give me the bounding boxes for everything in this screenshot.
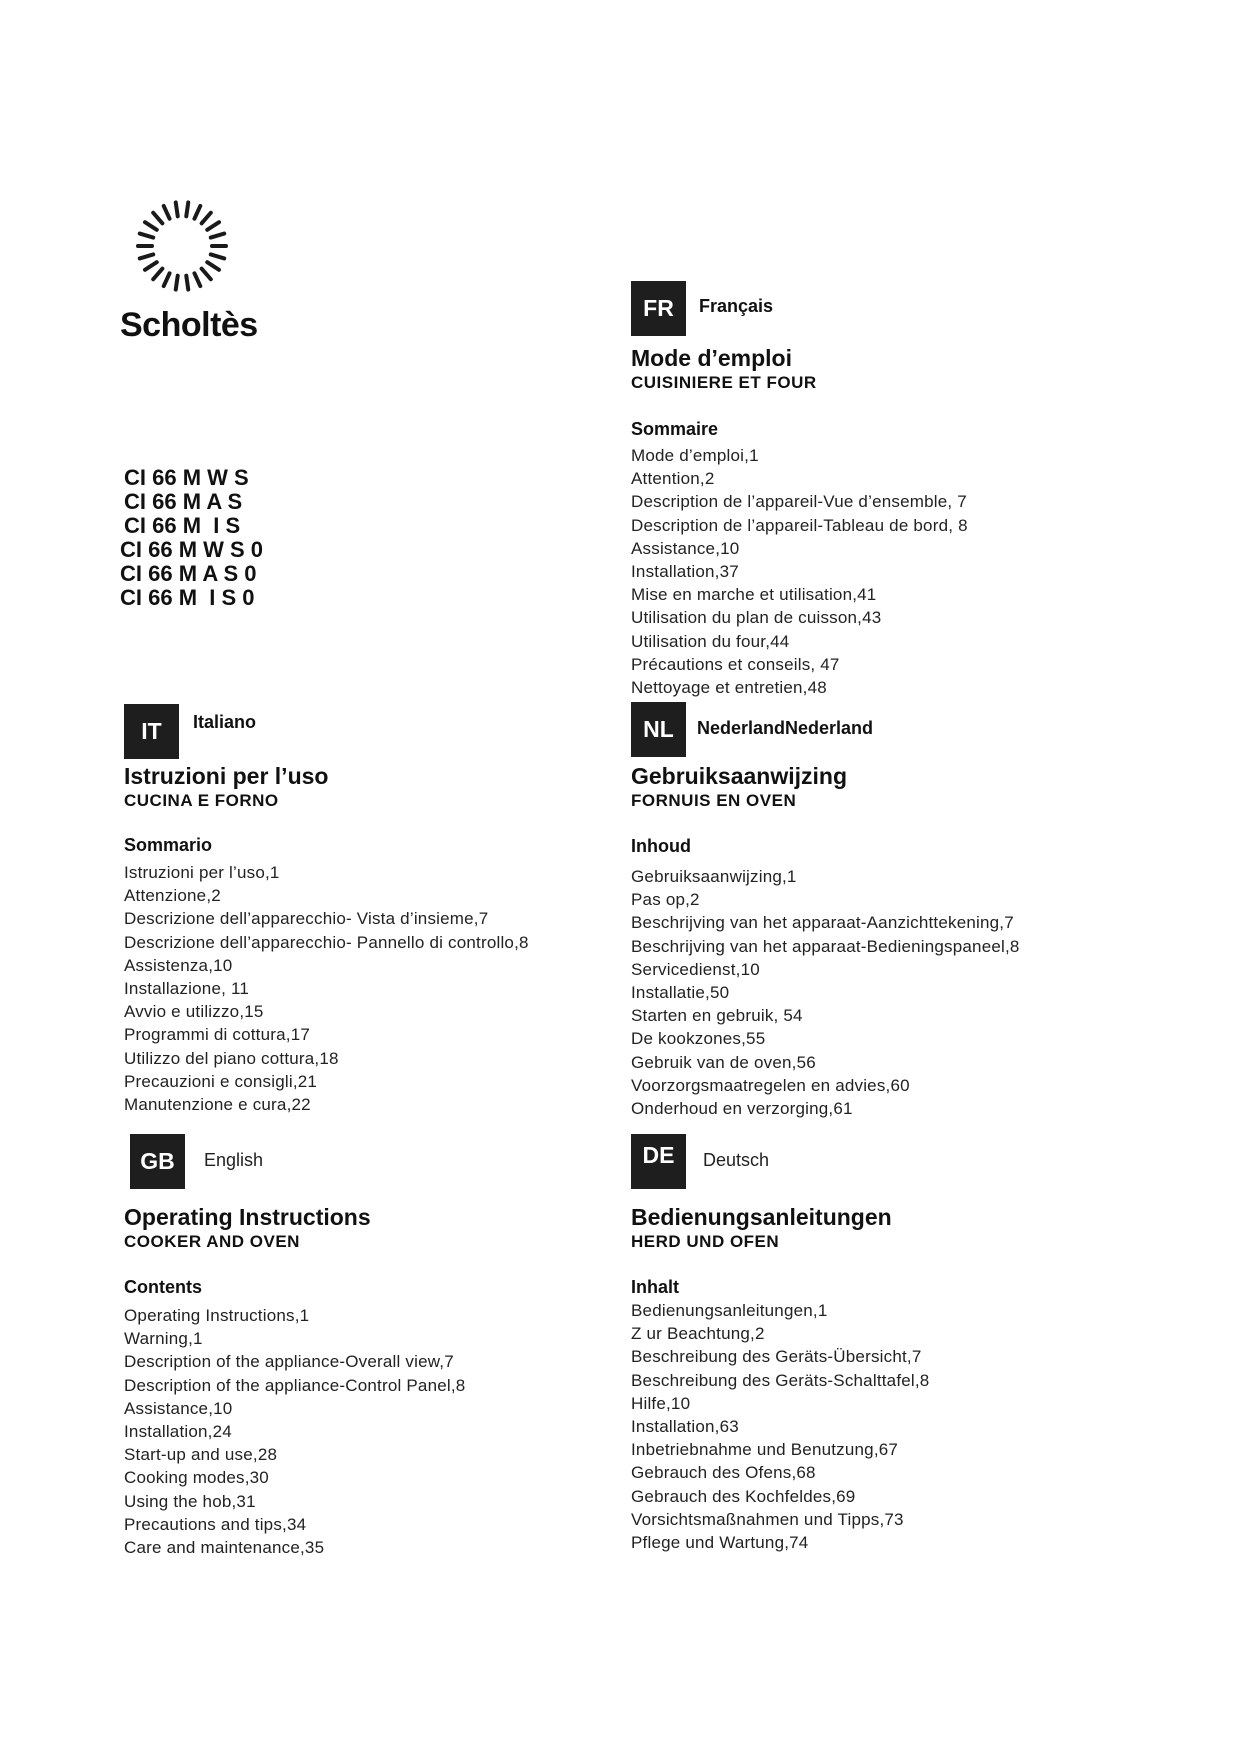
- logo-ray: [145, 262, 157, 270]
- section-title: Operating Instructions: [124, 1204, 371, 1230]
- model-item: CI 66 M A S: [124, 489, 243, 514]
- language-code-badge: NL: [631, 702, 686, 757]
- section-title: Istruzioni per l’uso: [124, 763, 329, 789]
- section-subtitle: CUISINIERE ET FOUR: [631, 373, 817, 392]
- language-name: Deutsch: [703, 1150, 770, 1170]
- toc-entry: Utilizzo del piano cottura,18: [124, 1048, 339, 1068]
- toc-entry: Mode d’emploi,1: [631, 446, 759, 465]
- toc-entry: Installation,37: [631, 562, 739, 582]
- toc-entry: Attenzione,2: [124, 886, 221, 906]
- toc-entry: Mise en marche et utilisation,41: [631, 585, 877, 605]
- toc-entry: Starten en gebruik, 54: [631, 1006, 803, 1026]
- toc-list: [631, 865, 1020, 1120]
- toc-entry: Avvio e utilizzo,15: [124, 1002, 264, 1022]
- logo-ray: [145, 222, 157, 230]
- brand-name: Scholtès: [120, 306, 258, 344]
- toc-heading: Sommaire: [631, 419, 719, 439]
- logo-ray: [140, 254, 153, 258]
- toc-list: [631, 1299, 929, 1554]
- logo-ray: [202, 213, 211, 224]
- toc-list: [631, 444, 968, 699]
- toc-entry: Nettoyage et entretien,48: [631, 678, 827, 698]
- language-name: Italiano: [193, 712, 257, 732]
- toc-entry: Gebrauch des Kochfeldes,69: [631, 1486, 856, 1506]
- language-code-badge: DE: [631, 1134, 686, 1189]
- toc-entry: Précautions et conseils, 47: [631, 654, 840, 674]
- language-name: English: [204, 1150, 264, 1170]
- logo-ray: [207, 222, 219, 230]
- toc-heading: Sommario: [124, 835, 213, 855]
- toc-entry: Attention,2: [631, 469, 715, 489]
- logo-ray: [186, 276, 188, 290]
- section-subtitle: COOKER AND OVEN: [124, 1232, 300, 1251]
- toc-entry: Operating Instructions,1: [124, 1306, 310, 1325]
- toc-entry: Beschrijving van het apparaat-Aanzichttekening,7: [631, 913, 1014, 933]
- toc-entry: Using the hob,31: [124, 1491, 256, 1511]
- toc-entry: Utilisation du four,44: [631, 631, 790, 651]
- logo-ray: [194, 206, 200, 219]
- section-subtitle: HERD UND OFEN: [631, 1232, 780, 1251]
- toc-entry: Beschreibung des Geräts-Übersicht,7: [631, 1347, 922, 1367]
- brand-logo: [120, 196, 260, 356]
- model-item: CI 66 M W S: [124, 465, 249, 490]
- toc-entry: Inbetriebnahme und Benutzung,67: [631, 1440, 899, 1460]
- logo-ray: [207, 262, 219, 270]
- toc-entry: Utilisation du plan de cuisson,43: [631, 608, 882, 628]
- toc-entry: Installatie,50: [631, 983, 730, 1003]
- logo-ray: [176, 276, 178, 290]
- section-subtitle: FORNUIS EN OVEN: [631, 791, 797, 810]
- language-name: Français: [699, 296, 774, 316]
- toc-entry: Voorzorgsmaatregelen en advies,60: [631, 1075, 910, 1095]
- toc-entry: Descrizione dell’apparecchio- Vista d’insieme,7: [124, 909, 489, 929]
- toc-entry: Onderhoud en verzorging,61: [631, 1099, 853, 1119]
- toc-entry: Description of the appliance-Control Panel,8: [124, 1375, 466, 1395]
- language-code-badge: FR: [631, 281, 686, 336]
- toc-entry: Servicedienst,10: [631, 959, 760, 979]
- toc-entry: Cooking modes,30: [124, 1468, 269, 1488]
- logo-ray: [140, 234, 153, 238]
- logo-ray: [211, 254, 224, 258]
- toc-heading: Contents: [124, 1277, 202, 1297]
- model-item: CI 66 M A S 0: [120, 561, 257, 586]
- model-item: CI 66 M W S 0: [120, 537, 264, 562]
- toc-list: [124, 861, 529, 1116]
- logo-ray: [164, 206, 170, 219]
- section-subtitle: CUCINA E FORNO: [124, 791, 279, 810]
- toc-entry: Assistance,10: [124, 1398, 233, 1418]
- language-name: NederlandNederland: [697, 718, 874, 738]
- toc-entry: De kookzones,55: [631, 1029, 766, 1049]
- section-title: Gebruiksaanwijzing: [631, 763, 847, 789]
- toc-entry: Beschreibung des Geräts-Schalttafel,8: [631, 1370, 930, 1390]
- logo-ray: [202, 269, 211, 280]
- language-code-badge: IT: [124, 704, 179, 759]
- toc-entry: Care and maintenance,35: [124, 1538, 325, 1558]
- toc-entry: Programmi di cottura,17: [124, 1025, 311, 1045]
- toc-entry: Descrizione dell’apparecchio- Pannello di controllo,8: [124, 932, 529, 952]
- logo-ray: [153, 269, 162, 280]
- toc-entry: Bedienungsanleitungen,1: [631, 1301, 828, 1320]
- toc-entry: Description de l’appareil-Vue d’ensemble, 7: [631, 492, 967, 512]
- toc-entry: Installation,24: [124, 1422, 232, 1442]
- toc-entry: Installation,63: [631, 1417, 739, 1437]
- toc-entry: Beschrijving van het apparaat-Bedieningspaneel,8: [631, 936, 1020, 956]
- toc-entry: Istruzioni per l’uso,1: [124, 863, 280, 882]
- toc-entry: Pas op,2: [631, 890, 700, 910]
- toc-entry: Assistenza,10: [124, 955, 233, 975]
- toc-entry: Start-up and use,28: [124, 1445, 278, 1465]
- logo-ray: [186, 202, 188, 216]
- toc-entry: Gebrauch des Ofens,68: [631, 1463, 816, 1483]
- toc-entry: Description of the appliance-Overall view,7: [124, 1352, 454, 1372]
- logo-ray: [176, 202, 178, 216]
- toc-entry: Installazione, 11: [124, 979, 249, 999]
- toc-entry: Precauzioni e consigli,21: [124, 1071, 318, 1091]
- model-item: CI 66 M I S 0: [120, 585, 255, 610]
- toc-entry: Gebruik van de oven,56: [631, 1052, 816, 1072]
- sun-logo-icon: [132, 196, 232, 296]
- toc-entry: Precautions and tips,34: [124, 1514, 307, 1534]
- toc-entry: Warning,1: [124, 1329, 203, 1349]
- toc-entry: Hilfe,10: [631, 1393, 691, 1413]
- logo-ray: [153, 213, 162, 224]
- toc-heading: Inhalt: [631, 1277, 679, 1297]
- toc-entry: Description de l’appareil-Tableau de bord, 8: [631, 515, 968, 535]
- toc-heading: Inhoud: [631, 836, 691, 856]
- toc-entry: Vorsichtsmaßnahmen und Tipps,73: [631, 1509, 904, 1529]
- toc-entry: Manutenzione e cura,22: [124, 1095, 311, 1115]
- section-title: Bedienungsanleitungen: [631, 1204, 892, 1230]
- toc-entry: Z ur Beachtung,2: [631, 1324, 765, 1344]
- toc-entry: Assistance,10: [631, 538, 740, 558]
- model-item: CI 66 M I S: [124, 513, 241, 538]
- logo-ray: [211, 234, 224, 238]
- logo-ray: [164, 273, 170, 286]
- toc-entry: Gebruiksaanwijzing,1: [631, 867, 797, 886]
- model-list: [120, 465, 264, 610]
- language-code-badge: GB: [130, 1134, 185, 1189]
- logo-ray: [194, 273, 200, 286]
- section-title: Mode d’emploi: [631, 345, 792, 371]
- toc-list: [124, 1304, 465, 1559]
- toc-entry: Pflege und Wartung,74: [631, 1533, 809, 1553]
